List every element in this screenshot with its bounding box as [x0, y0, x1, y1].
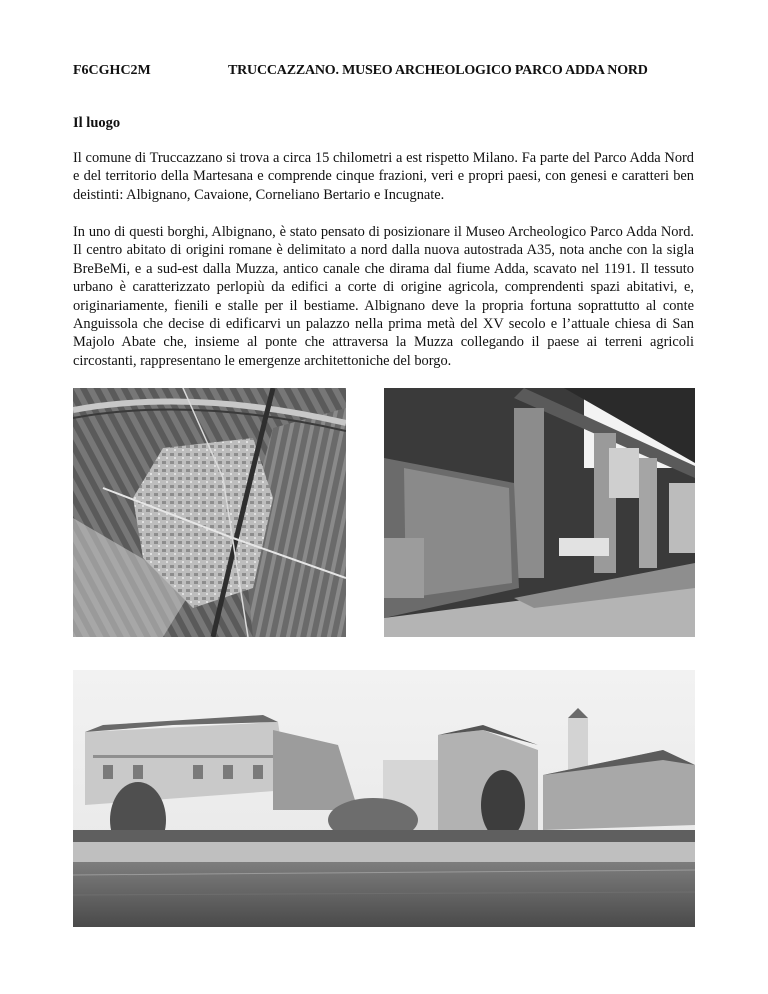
riverside-photo [73, 670, 695, 927]
section-heading: Il luogo [73, 115, 121, 131]
farmyard-photo [384, 388, 695, 637]
document-code: F6CGHC2M [73, 63, 151, 78]
paragraph-intro: Il comune di Truccazzano si trova a circa 15 chilometri a est rispetto Milano. Fa parte del Parco Adda Nord e del territorio della Martesana e comprende cinque frazioni, veri e propri paesi, con genesi e caratteri ben deistinti: Albignano, Cavaione, Corneliano Bertario e Incugnate. [73, 150, 694, 203]
document-title: TRUCCAZZANO. MUSEO ARCHEOLOGICO PARCO ADDA NORD [228, 63, 648, 78]
aerial-photo [73, 388, 346, 637]
paragraph-albignano: In uno di questi borghi, Albignano, è stato pensato di posizionare il Museo Archeologico Parco Adda Nord. Il centro abitato di origini romane è delimitato a nord dalla nuova autostrada A35, nota anche con la sigla BreBeMi, e a sud-est dalla Muzza, antico canale che dirama dal fiume Adda, scavato nel 1191. Il tessuto urbano è caratterizzato perlopiù da edifici a corte di origine agricola, comprendenti spazi abitativi, e, originariamente, fienili e stalle per il bestiame. Albignano deve la propria fortuna soprattutto al conte Anguissola che decise di edificarvi un palazzo nella prima metà del XV secolo e l’attuale chiesa di San Majolo Abate che, insieme al ponte che attraversa la Muzza collegando il paese ai terreni agricoli circostanti, rappresentano le emergenze architettoniche del borgo. [73, 224, 694, 369]
